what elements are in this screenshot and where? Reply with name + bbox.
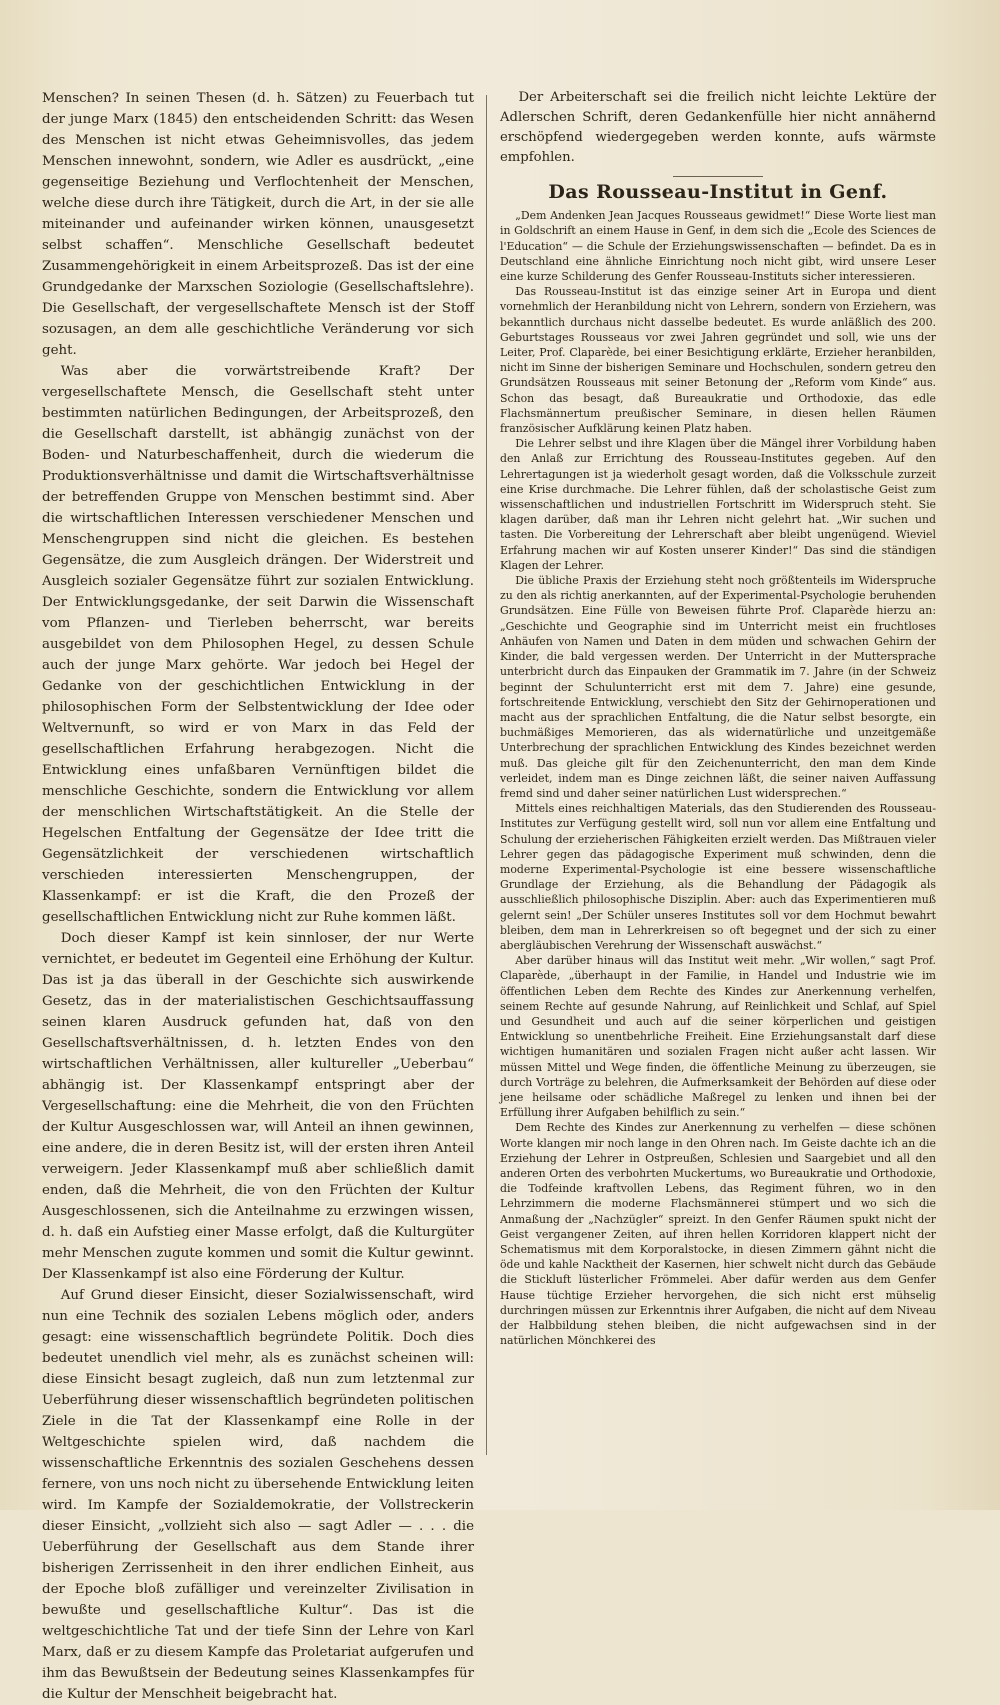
right-column bbox=[500, 88, 936, 1348]
right-paragraph-5: Mittels eines reichhaltigen Materials, das den Studierenden des Rousseau-Institutes zur Verfügung gestellt wird, soll nun vor allem eine Entfaltung und Schulung der erzieherischen Fähigkeiten erzielt werden. Das Mißtrauen vieler Lehrer gegen das pädagogische Experiment muß schwinden, denn die moderne Experimental-Psychologie ist eine bessere wissenschaftliche Grundlage der Erziehung, als die Behandlung der Pädagogik als ausschließlich philosophische Disziplin. Aber: auch das Experimentieren muß gelernt sein! „Der Schüler unseres Institutes soll vor dem Hochmut bewahrt bleiben, dem man in Lehrerkreisen so oft begegnet und der sich zu einer abergläubischen Verehrung der Wissenschaft auswächst.“ bbox=[500, 802, 936, 952]
left-paragraph-3: Doch dieser Kampf ist kein sinnloser, der nur Werte vernichtet, er bedeutet im Gegenteil eine Erhöhung der Kultur. Das ist ja das überall in der Geschichte sich auswirkende Gesetz, das in der materialistischen Geschichtsauffassung seinen klaren Ausdruck gefunden hat, daß von den Gesellschaftsverhältnissen, d. h. letzten Endes von den wirtschaftlichen Verhältnissen, aller kultureller „Ueberbau“ abhängig ist. Der Klassenkampf entspringt aber der Vergesellschaftung: eine die Mehrheit, die von den Früchten der Kultur Ausgeschlossen war, will Anteil an ihnen gewinnen, eine andere, die in deren Besitz ist, will der ersten ihren Anteil verweigern. Jeder Klassenkampf muß aber schließlich damit enden, daß die Mehrheit, die von den Früchten der Kultur Ausgeschlossenen, sich die Anteilnahme zu erzwingen wissen, d. h. daß ein Aufstieg einer Masse erfolgt, daß die Kulturgüter mehr Menschen zugute kommen und somit die Kultur gewinnt. Der Klassenkampf ist also eine Förderung der Kultur. bbox=[42, 931, 474, 1282]
left-paragraph-4: Auf Grund dieser Einsicht, dieser Sozialwissenschaft, wird nun eine Technik des sozialen Lebens möglich oder, anders gesagt: eine wissenschaftlich begründete Politik. Doch dies bedeutet unendlich viel mehr, als es zunächst scheinen will: diese Einsicht besagt zugleich, daß nun zum letztenmal zur Ueberführung dieser wissenschaftlich begründeten politischen Ziele in die Tat der Klassenkampf eine Rolle in der Weltgeschichte spielen wird, daß nachdem die wissenschaftliche Erkenntnis des sozialen Geschehens dessen fernere, von uns noch nicht zu übersehende Entwicklung leiten wird. Im Kampfe der Sozialdemokratie, der Vollstreckerin dieser Einsicht, „vollzieht sich also — sagt Adler — . . . die Ueberführung der Gesellschaft aus dem Stande ihrer bisherigen Zerrissenheit in den ihrer endlichen Einheit, aus der Epoche bloß zufälliger und vereinzelter Zivilisation in bewußte und gesellschaftliche Kultur“. Das ist die weltgeschichtliche Tat und der tiefe Sinn der Lehre von Karl Marx, daß er zu diesem Kampfe das Proletariat aufgerufen und ihm das Bewußtsein der Bedeutung seines Klassenkampfes für die Kultur der Menschheit beigebracht hat. bbox=[42, 1288, 474, 1702]
right-paragraph-3: Die Lehrer selbst und ihre Klagen über die Mängel ihrer Vorbildung haben den Anlaß zur Errichtung des Rousseau-Institutes gegeben. Auf den Lehrertagungen ist ja wiederholt gesagt worden, daß die Volksschule zurzeit eine Krise durchmache. Die Lehrer fühlen, daß der scholastische Geist zum wissenschaftlichen und industriellen Fortschritt im Widerspruch steht. Sie klagen darüber, daß man ihr Lehren nicht gelehrt hat. „Wir suchen und tasten. Die Vorbereitung der Lehrerschaft aber bleibt ungenügend. Wieviel Erfahrung machen wir auf Kosten unserer Kinder!“ Das sind die ständigen Klagen der Lehrer. bbox=[500, 437, 936, 572]
right-paragraph-6: Aber darüber hinaus will das Institut weit mehr. „Wir wollen,“ sagt Prof. Claparède, „überhaupt in der Familie, in Handel und Industrie wie im öffentlichen Leben dem Rechte des Kindes zur Anerkennung verhelfen, seinem Rechte auf gesunde Nahrung, auf Reinlichkeit und Schlaf, auf Spiel und Gesundheit und auch auf die seiner körperlichen und geistigen Entwicklung so unentbehrliche Freiheit. Eine Erziehungsanstalt darf diese wichtigen humanitären und sozialen Fragen nicht außer acht lassen. Wir müssen Mittel und Wege finden, die öffentliche Meinung zu überzeugen, sie durch Vorträge zu belehren, die Aufmerksamkeit der Behörden auf diese oder jene heilsame oder schädliche Maßregel zu lenken und ihnen bei der Erfüllung ihrer Aufgaben behilflich zu sein.“ bbox=[500, 954, 936, 1120]
article-separator bbox=[673, 176, 763, 177]
right-paragraph-4: Die übliche Praxis der Erziehung steht noch größtenteils im Widerspruche zu den als richtig anerkannten, auf der Experimental-Psychologie beruhenden Grundsätzen. Eine Fülle von Beweisen führte Prof. Claparède hierzu an: „Geschichte und Geographie sind im Unterricht meist ein fruchtloses Anhäufen von Namen und Daten in dem müden und schwachen Gehirn der Kinder, die bald vergessen werden. Der Unterricht in der Muttersprache unterbricht durch das Einpauken der Grammatik im 7. Jahre (in der Schweiz beginnt der Schulunterricht erst mit dem 7. Jahre) eine gesunde, fortschreitende Entwicklung, verschiebt den Sitz der Gehirnoperationen und macht aus der sprachlichen Entfaltung, die die Natur selbst besorgte, ein buchmäßiges Memorieren, das als widernatürliche und unzeitgemäße Unterbrechung der sprachlichen Entwicklung des Kindes bezeichnet werden muß. Das gleiche gilt für den Zeichenunterricht, den man dem Kinde verleidet, indem man es Dinge zeichnen läßt, die seiner naiven Auffassung fremd sind und daher seiner natürlichen Lust widersprechen.“ bbox=[500, 574, 936, 800]
right-paragraph-7: Dem Rechte des Kindes zur Anerkennung zu verhelfen — diese schönen Worte klangen mir noch lange in den Ohren nach. Im Geiste dachte ich an die Erziehung der Lehrer in Ostpreußen, Schlesien und Saargebiet und all den anderen Orten des verbohrten Muckertums, wo Bureaukratie und Orthodoxie, die Todfeinde kraftvollen Lebens, das Regiment führen, wo in den Lehrzimmern die moderne Flachsmännerei stümpert und wo sich die Anmaßung der „Nachzügler“ spreizt. In den Genfer Räumen spukt nicht der Geist vergangener Zeiten, auf ihren hellen Korridoren klappert nicht der Schematismus mit dem Korporalstocke, in diesen Zimmern gähnt nicht die öde und kahle Nacktheit der Kasernen, hier schwelt nicht durch das Gebäude die Stickluft lüsterlicher Frömmelei. Aber dafür werden aus dem Genfer Hause tüchtige Erzieher hervorgehen, die sich nicht erst mühselig durchringen müssen zur Erkenntnis ihrer Aufgaben, die nicht auf dem Niveau der Halbbildung stehen bleiben, die nicht aufgewachsen sind in der natürlichen Mönchkerei des bbox=[500, 1121, 936, 1348]
article-title: Das Rousseau-Institut in Genf. bbox=[548, 181, 888, 203]
right-paragraph-1: „Dem Andenken Jean Jacques Rousseaus gewidmet!“ Diese Worte liest man in Goldschrift an einem Hause in Genf, in dem sich die „Ecole des Sciences de l'Education“ — die Schule der Erziehungswissenschaften — befindet. Da es in Deutschland eine ähnliche Einrichtung noch nicht gibt, wird unsere Leser eine kurze Schilderung des Genfer Rousseau-Instituts sicher interessieren. bbox=[500, 209, 936, 284]
right-paragraph-2: Das Rousseau-Institut ist das einzige seiner Art in Europa und dient vornehmlich der Heranbildung nicht von Lehrern, sondern von Erziehern, was bekanntlich durchaus nicht dasselbe bedeutet. Es wurde anläßlich des 200. Geburtstages Rousseaus vor zwei Jahren gegründet und soll, wie uns der Leiter, Prof. Claparède, bei einer Besichtigung erklärte, Erzieher heranbilden, nicht im Sinne der bisherigen Seminare und Hochschulen, sondern getreu den Grundsätzen Rousseaus mit seiner Betonung der „Reform vom Kinde“ aus. Schon das besagt, daß Bureaukratie und Orthodoxie, das edle Flachsmännertum preußischer Seminare, in diesen hellen Räumen französischer Aufklärung keinen Platz haben. bbox=[500, 285, 936, 436]
left-paragraph-2: Was aber die vorwärtstreibende Kraft? Der vergesellschaftete Mensch, die Gesellschaft steht unter bestimmten natürlichen Bedingungen, der Arbeitsprozeß, den die Gesellschaft darstellt, ist abhängig zunächst von der Boden- und Naturbeschaffenheit, durch die wiederum die Produktionsverhältnisse und damit die Wirtschaftsverhältnisse der betreffenden Gruppe von Menschen bestimmt sind. Aber die wirtschaftlichen Interessen verschiedener Menschen und Menschengruppen sind nicht die gleichen. Es bestehen Gegensätze, die zum Ausgleich drängen. Der Widerstreit und Ausgleich sozialer Gegensätze führt zur sozialen Entwicklung. Der Entwicklungsgedanke, der seit Darwin die Wissenschaft vom Pflanzen- und Tierleben beherrscht, war bereits ausgebildet von dem Philosophen Hegel, zu dessen Schule auch der junge Marx gehörte. War jedoch bei Hegel der Gedanke von der geschichtlichen Entwicklung in der philosophischen Form der Selbstentwicklung der Idee oder Weltvernunft, so wird er von Marx in das Feld der gesellschaftlichen Erfahrung herabgezogen. Nicht die Entwicklung eines unfaßbaren Vernünftigen bildet die menschliche Geschichte, sondern die Entwicklung vor allem der menschlichen Wirtschaftstätigkeit. An die Stelle der Hegelschen Entfaltung der Gegensätze der Idee tritt die Gegensätzlichkeit der verschiedenen wirtschaftlich verschieden interessierten Menschengruppen, der Klassenkampf: er ist die Kraft, die den Prozeß der gesellschaftlichen Entwicklung nicht zur Ruhe kommen läßt. bbox=[42, 364, 474, 925]
column-divider bbox=[486, 95, 487, 1455]
left-column bbox=[42, 88, 474, 1705]
previous-article-closing: Der Arbeiterschaft sei die freilich nicht leichte Lektüre der Adlerschen Schrift, deren Gedankenfülle hier nicht annähernd erschöpfend wiedergegeben werden konnte, aufs wärmste empfohlen. bbox=[500, 90, 936, 165]
left-paragraph-1: Menschen? In seinen Thesen (d. h. Sätzen) zu Feuerbach tut der junge Marx (1845) den entscheidenden Schritt: das Wesen des Menschen ist nicht etwas Geheimnisvolles, das jedem Menschen innewohnt, sondern, wie Adler es ausdrückt, „eine gegenseitige Beziehung und Verflochtenheit der Menschen, welche diese durch ihre Tätigkeit, durch die Art, in der sie alle miteinander und aufeinander wirken können, unausgesetzt selbst schaffen“. Menschliche Gesellschaft bedeutet Zusammengehörigkeit in einem Arbeitsprozeß. Das ist der eine Grundgedanke der Marxschen Soziologie (Gesellschaftslehre). Die Gesellschaft, der vergesellschaftete Mensch ist der Stoff sozusagen, an dem alle geschichtliche Veränderung vor sich geht. bbox=[42, 91, 474, 358]
